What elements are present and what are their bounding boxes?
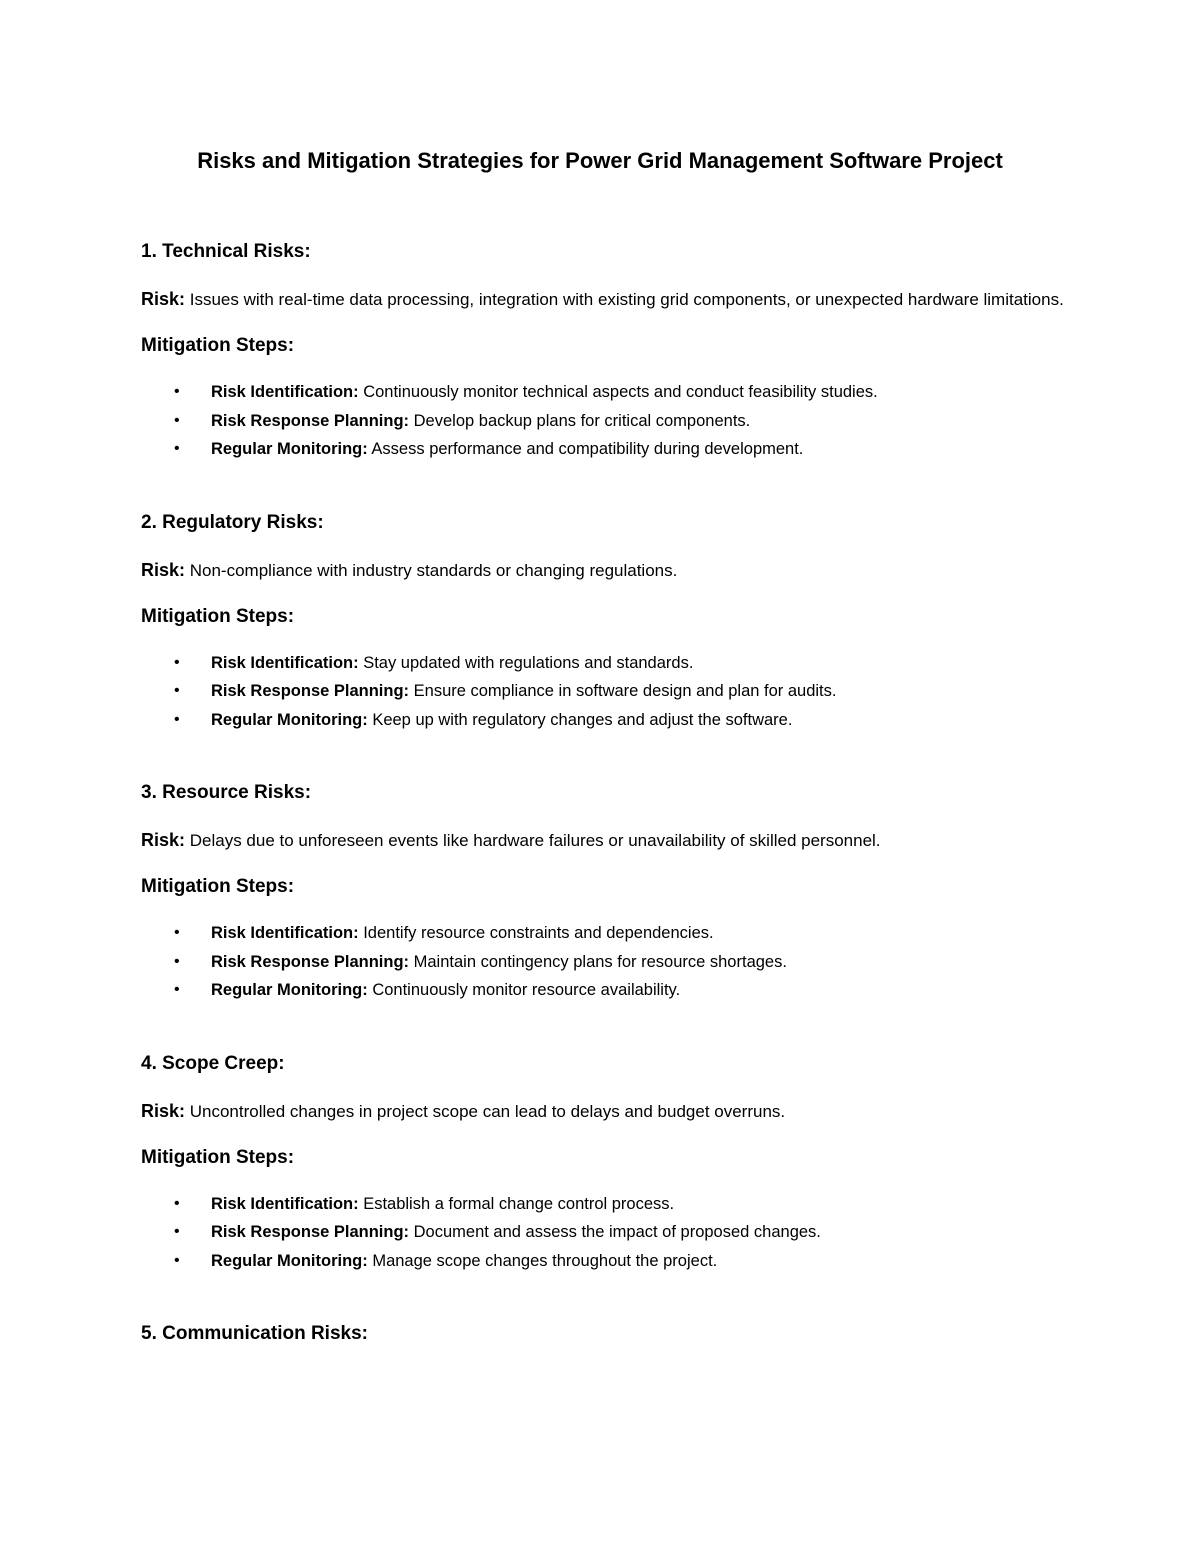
risk-text: Issues with real-time data processing, integration with existing grid components, or unexpected hardware limitations.: [189, 290, 1064, 309]
list-item: [141, 976, 1071, 1005]
step-label: Regular Monitoring:: [211, 710, 368, 729]
list-item: [141, 1247, 1071, 1276]
mitigation-heading: Mitigation Steps:: [141, 876, 295, 897]
step-text: Establish a formal change control process.: [363, 1194, 675, 1213]
bullet-icon: •: [174, 1194, 180, 1212]
risk-label: Risk:: [141, 830, 186, 850]
bullet-icon: •: [174, 924, 180, 941]
risk-label: Risk:: [141, 289, 186, 309]
risk-text: Uncontrolled changes in project scope can lead to delays and budget overruns.: [189, 1101, 786, 1121]
list-item: [141, 706, 1071, 735]
step-label: Risk Response Planning:: [211, 1223, 410, 1241]
section-heading: 1. Technical Risks:: [141, 241, 311, 262]
section-regulatory-risks: [141, 509, 1071, 735]
step-text: Stay updated with regulations and standards.: [363, 653, 694, 672]
list-item: [141, 378, 1071, 407]
step-text: Develop backup plans for critical components.: [413, 411, 751, 430]
mitigation-list: [141, 1190, 1071, 1276]
risk-description: [141, 826, 1071, 855]
mitigation-heading: Mitigation Steps:: [141, 1146, 295, 1168]
list-item: [141, 407, 1071, 436]
list-item: [141, 948, 1071, 977]
section-heading-communication-risks: 5. Communication Risks:: [141, 1323, 368, 1344]
step-label: Regular Monitoring:: [211, 1251, 368, 1270]
mitigation-heading: Mitigation Steps:: [141, 605, 295, 627]
step-label: Regular Monitoring:: [211, 440, 368, 458]
bullet-icon: •: [174, 710, 180, 728]
risk-text: Delays due to unforeseen events like hardware failures or unavailability of skilled personnel.: [189, 831, 881, 850]
section-scope-creep: [141, 1050, 1071, 1276]
risk-description: [141, 285, 1071, 314]
bullet-icon: •: [174, 1223, 180, 1240]
list-item: [141, 649, 1071, 678]
mitigation-list: [141, 649, 1071, 735]
risk-label: Risk:: [141, 1100, 186, 1121]
section-technical-risks: [141, 238, 1071, 464]
step-text: Keep up with regulatory changes and adjust the software.: [372, 710, 793, 729]
list-item: [141, 1190, 1071, 1219]
bullet-icon: •: [174, 1251, 180, 1269]
bullet-icon: •: [174, 682, 180, 699]
step-label: Risk Response Planning:: [211, 682, 410, 700]
risk-description: [141, 1097, 1071, 1126]
step-text: Continuously monitor technical aspects and conduct feasibility studies.: [363, 383, 878, 401]
bullet-icon: •: [174, 952, 180, 970]
list-item: [141, 919, 1071, 948]
step-label: Risk Response Planning:: [211, 411, 410, 430]
document-body: [141, 238, 1071, 1367]
step-label: Regular Monitoring:: [211, 981, 368, 999]
step-text: Manage scope changes throughout the project.: [372, 1251, 718, 1270]
bullet-icon: •: [174, 411, 180, 429]
step-text: Ensure compliance in software design and plan for audits.: [413, 682, 837, 700]
mitigation-list: [141, 919, 1071, 1005]
step-label: Risk Identification:: [211, 383, 359, 401]
step-label: Risk Response Planning:: [211, 952, 410, 971]
step-text: Document and assess the impact of proposed changes.: [413, 1223, 821, 1241]
section-heading: 4. Scope Creep:: [141, 1052, 285, 1074]
section-heading: 3. Resource Risks:: [141, 782, 312, 803]
list-item: [141, 677, 1071, 706]
step-text: Maintain contingency plans for resource shortages.: [413, 952, 787, 971]
step-text: Assess performance and compatibility during development.: [371, 440, 804, 458]
risk-label: Risk:: [141, 559, 186, 580]
document-title: Risks and Mitigation Strategies for Power Grid Management Software Project: [197, 148, 1003, 173]
bullet-icon: •: [174, 653, 180, 671]
step-label: Risk Identification:: [211, 1194, 359, 1213]
list-item: [141, 435, 1071, 464]
mitigation-list: [141, 378, 1071, 464]
section-resource-risks: [141, 779, 1071, 1005]
bullet-icon: •: [174, 383, 180, 400]
risk-description: [141, 556, 1071, 585]
list-item: [141, 1218, 1071, 1247]
bullet-icon: •: [174, 981, 180, 998]
step-label: Risk Identification:: [211, 924, 359, 942]
step-text: Continuously monitor resource availability.: [372, 981, 681, 999]
bullet-icon: •: [174, 440, 180, 457]
step-text: Identify resource constraints and dependencies.: [363, 924, 714, 942]
risk-text: Non-compliance with industry standards or changing regulations.: [189, 560, 678, 580]
step-label: Risk Identification:: [211, 653, 359, 672]
section-heading: 2. Regulatory Risks:: [141, 511, 324, 533]
mitigation-heading: Mitigation Steps:: [141, 335, 295, 356]
